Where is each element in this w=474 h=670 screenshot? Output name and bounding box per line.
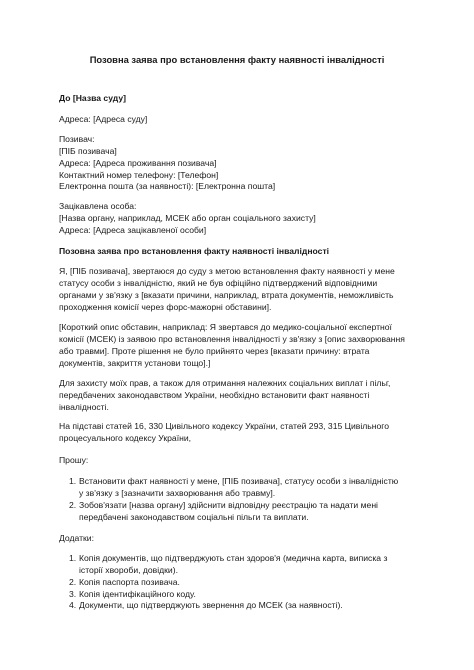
paragraph-4 bbox=[59, 421, 419, 445]
plaintiff-label: Позивач: bbox=[59, 134, 95, 144]
section-heading: Позовна заява про встановлення факту наявності інвалідності bbox=[59, 246, 330, 256]
paragraph-line: проходження комісії через форс-мажорні обставини]. bbox=[59, 301, 272, 312]
document-title: Позовна заява про встановлення факту наявності інвалідності bbox=[89, 54, 385, 65]
list-item bbox=[59, 577, 419, 589]
list-item-number: 3. bbox=[69, 588, 77, 599]
list-item-line: передбачені законодавством соціальні пільги та виплати. bbox=[79, 511, 309, 522]
paragraph-line: документів, закриття установи тощо].] bbox=[59, 357, 211, 368]
attachments-label: Додатки: bbox=[59, 533, 94, 543]
paragraph-line: статусу особи з інвалідністю, який не був офіційно підтверджений відповідними bbox=[59, 277, 378, 288]
list-item-line: Копія паспорта позивача. bbox=[79, 576, 180, 587]
list-item-line: Встановити факт наявності у мене, [ПІБ позивача], статусу особи з інвалідністю bbox=[79, 476, 399, 486]
paragraph-3 bbox=[59, 378, 419, 414]
paragraph-line: На підставі статей 16, 330 Цивільного кодексу України, статей 293, 315 Цивільного bbox=[59, 421, 390, 431]
paragraph-line: органами у зв'язку з [вказати причини, наприклад, втрата документів, неможливість bbox=[59, 289, 394, 300]
list-item bbox=[59, 553, 419, 577]
paragraph-2 bbox=[59, 322, 419, 369]
court-line: До [Назва суду] bbox=[59, 93, 126, 103]
list-item-line: Зобов'язати [назва органу] здійснити відповідну реєстрацію та надати мені bbox=[79, 499, 378, 510]
list-item-number: 1. bbox=[69, 553, 77, 563]
paragraph-line: комісії (МСЕК) із заявою про встановлення інвалідності у зв'язку з [опис захворювання bbox=[59, 333, 405, 344]
defendant-address: Адреса: [Адреса зацікавленої особи] bbox=[59, 224, 207, 235]
plaintiff-name: [ПІБ позивача] bbox=[59, 145, 117, 156]
paragraph-line: інвалідності. bbox=[59, 401, 109, 412]
plaintiff-phone: Контактний номер телефону: [Телефон] bbox=[59, 169, 219, 180]
plaintiff-block bbox=[59, 134, 419, 193]
plaintiff-address: Адреса: [Адреса проживання позивача] bbox=[59, 157, 217, 168]
paragraph-1 bbox=[59, 266, 419, 313]
list-item-number: 2. bbox=[69, 576, 77, 587]
paragraph-line: Для захисту моїх прав, а також для отримання належних соціальних виплат і пільг, bbox=[59, 378, 391, 388]
attachments-list bbox=[59, 553, 419, 612]
paragraph-line: процесуального кодексу України, bbox=[59, 432, 192, 443]
list-item-number: 1. bbox=[69, 476, 77, 486]
paragraph-line: або травми]. Проте рішення не було прийнято через [вказати причину: втрата bbox=[59, 345, 370, 356]
list-item-line: Копія документів, що підтверджують стан здоров'я (медична карта, виписка з bbox=[79, 553, 388, 563]
list-item-number: 4. bbox=[69, 600, 77, 611]
defendant-block bbox=[59, 201, 419, 237]
request-label: Прошу: bbox=[59, 455, 89, 465]
court-address: Адреса: [Адреса суду] bbox=[59, 114, 148, 124]
list-item bbox=[59, 500, 419, 524]
list-item-number: 2. bbox=[69, 499, 77, 510]
paragraph-line: Я, [ПІБ позивача], звертаюся до суду з метою встановлення факту наявності у мене bbox=[59, 266, 395, 276]
list-item-line: історії хвороби, довідки). bbox=[79, 564, 178, 575]
list-item bbox=[59, 600, 419, 612]
request-list bbox=[59, 476, 419, 523]
paragraph-line: [Короткий опис обставин, наприклад: Я звертався до медико-соціальної експертної bbox=[59, 322, 392, 332]
paragraph-line: передбачених законодавством України, необхідно встановити факт наявності bbox=[59, 389, 370, 400]
list-item-line: у зв'язку з [зазначити захворювання або травму]. bbox=[79, 487, 276, 498]
list-item bbox=[59, 476, 419, 500]
defendant-label: Зацікавлена особа: bbox=[59, 201, 137, 211]
list-item bbox=[59, 589, 419, 601]
defendant-name: [Назва органу, наприклад, МСЕК або орган соціального захисту] bbox=[59, 212, 316, 223]
list-item-line: Документи, що підтверджують звернення до МСЕК (за наявності). bbox=[79, 600, 343, 611]
plaintiff-email: Електронна пошта (за наявності): [Електронна пошта] bbox=[59, 181, 276, 192]
list-item-line: Копія ідентифікаційного коду. bbox=[79, 588, 196, 599]
